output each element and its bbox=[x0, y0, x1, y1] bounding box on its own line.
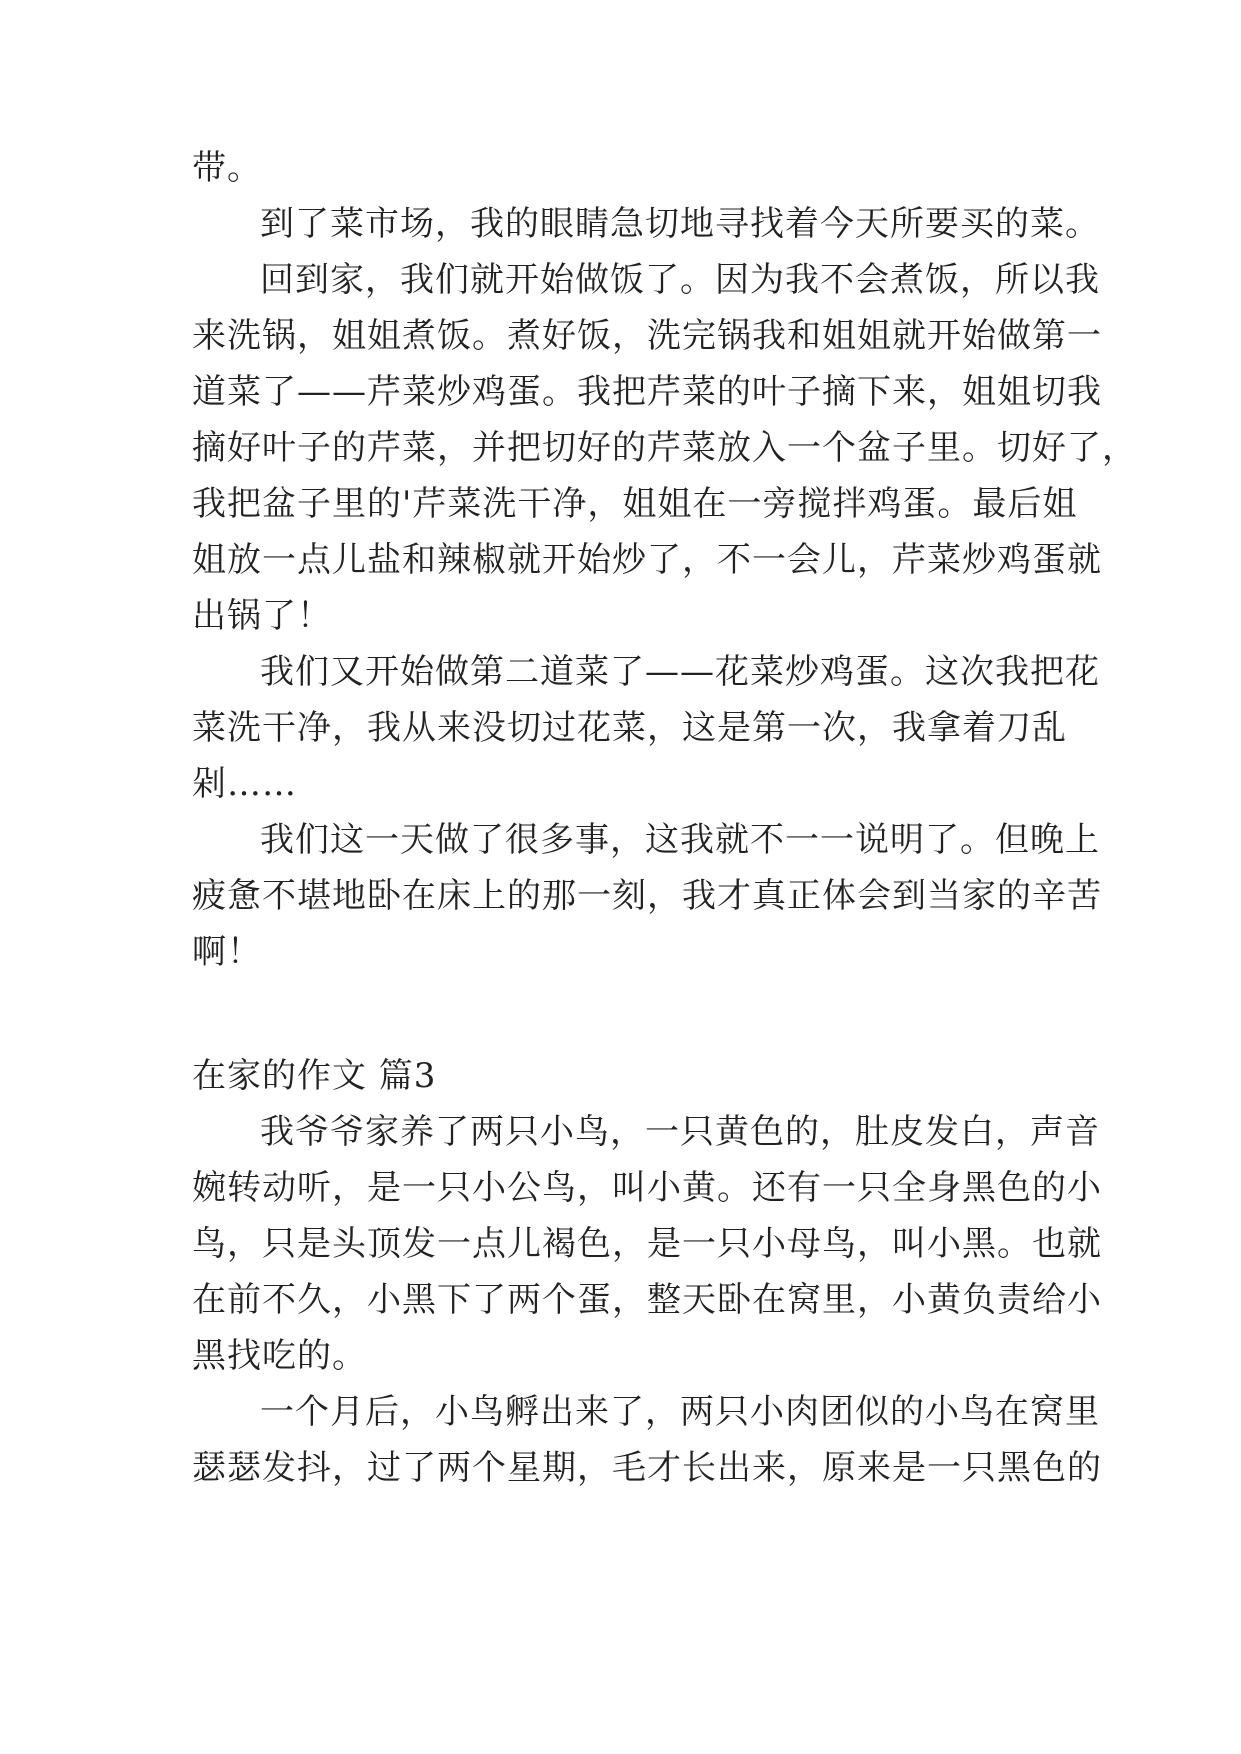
text-line: 带。 bbox=[192, 148, 262, 188]
text-line: 我把盆子里的'芹菜洗干净，姐姐在一旁搅拌鸡蛋。最后姐 bbox=[192, 484, 1078, 524]
text-line: 出锅了！ bbox=[192, 596, 332, 636]
text-line: 道菜了——芹菜炒鸡蛋。我把芹菜的叶子摘下来，姐姐切我 bbox=[192, 372, 1102, 412]
text-line: 菜洗干净，我从来没切过花菜，这是第一次，我拿着刀乱 bbox=[192, 708, 1067, 748]
text-line: 疲惫不堪地卧在床上的那一刻，我才真正体会到当家的辛苦 bbox=[192, 876, 1102, 916]
text-line: 姐放一点儿盐和辣椒就开始炒了，不一会儿，芹菜炒鸡蛋就 bbox=[192, 540, 1102, 580]
text-line: 到了菜市场，我的眼睛急切地寻找着今天所要买的菜。 bbox=[260, 204, 1100, 244]
text-line: 摘好叶子的芹菜，并把切好的芹菜放入一个盆子里。切好了， bbox=[192, 428, 1137, 468]
text-line: 我爷爷家养了两只小鸟，一只黄色的，肚皮发白，声音 bbox=[260, 1112, 1100, 1152]
text-line: 黑找吃的。 bbox=[192, 1336, 367, 1376]
text-line: 一个月后，小鸟孵出来了，两只小肉团似的小鸟在窝里 bbox=[260, 1392, 1100, 1432]
text-line: 鸟，只是头顶发一点儿褐色，是一只小母鸟，叫小黑。也就 bbox=[192, 1224, 1102, 1264]
text-line: 婉转动听，是一只小公鸟，叫小黄。还有一只全身黑色的小 bbox=[192, 1168, 1102, 1208]
text-line: 来洗锅，姐姐煮饭。煮好饭，洗完锅我和姐姐就开始做第一 bbox=[192, 316, 1102, 356]
text-line: 在前不久，小黑下了两个蛋，整天卧在窝里，小黄负责给小 bbox=[192, 1280, 1102, 1320]
section-heading: 在家的作文 篇3 bbox=[192, 1056, 437, 1096]
text-line: 剁…… bbox=[192, 764, 297, 804]
text-line: 回到家，我们就开始做饭了。因为我不会煮饭，所以我 bbox=[260, 260, 1100, 300]
text-line: 啊！ bbox=[192, 932, 262, 972]
text-line: 我们又开始做第二道菜了——花菜炒鸡蛋。这次我把花 bbox=[260, 652, 1100, 692]
text-line: 瑟瑟发抖，过了两个星期，毛才长出来，原来是一只黑色的 bbox=[192, 1448, 1102, 1488]
text-line: 我们这一天做了很多事，这我就不一一说明了。但晚上 bbox=[260, 820, 1100, 860]
